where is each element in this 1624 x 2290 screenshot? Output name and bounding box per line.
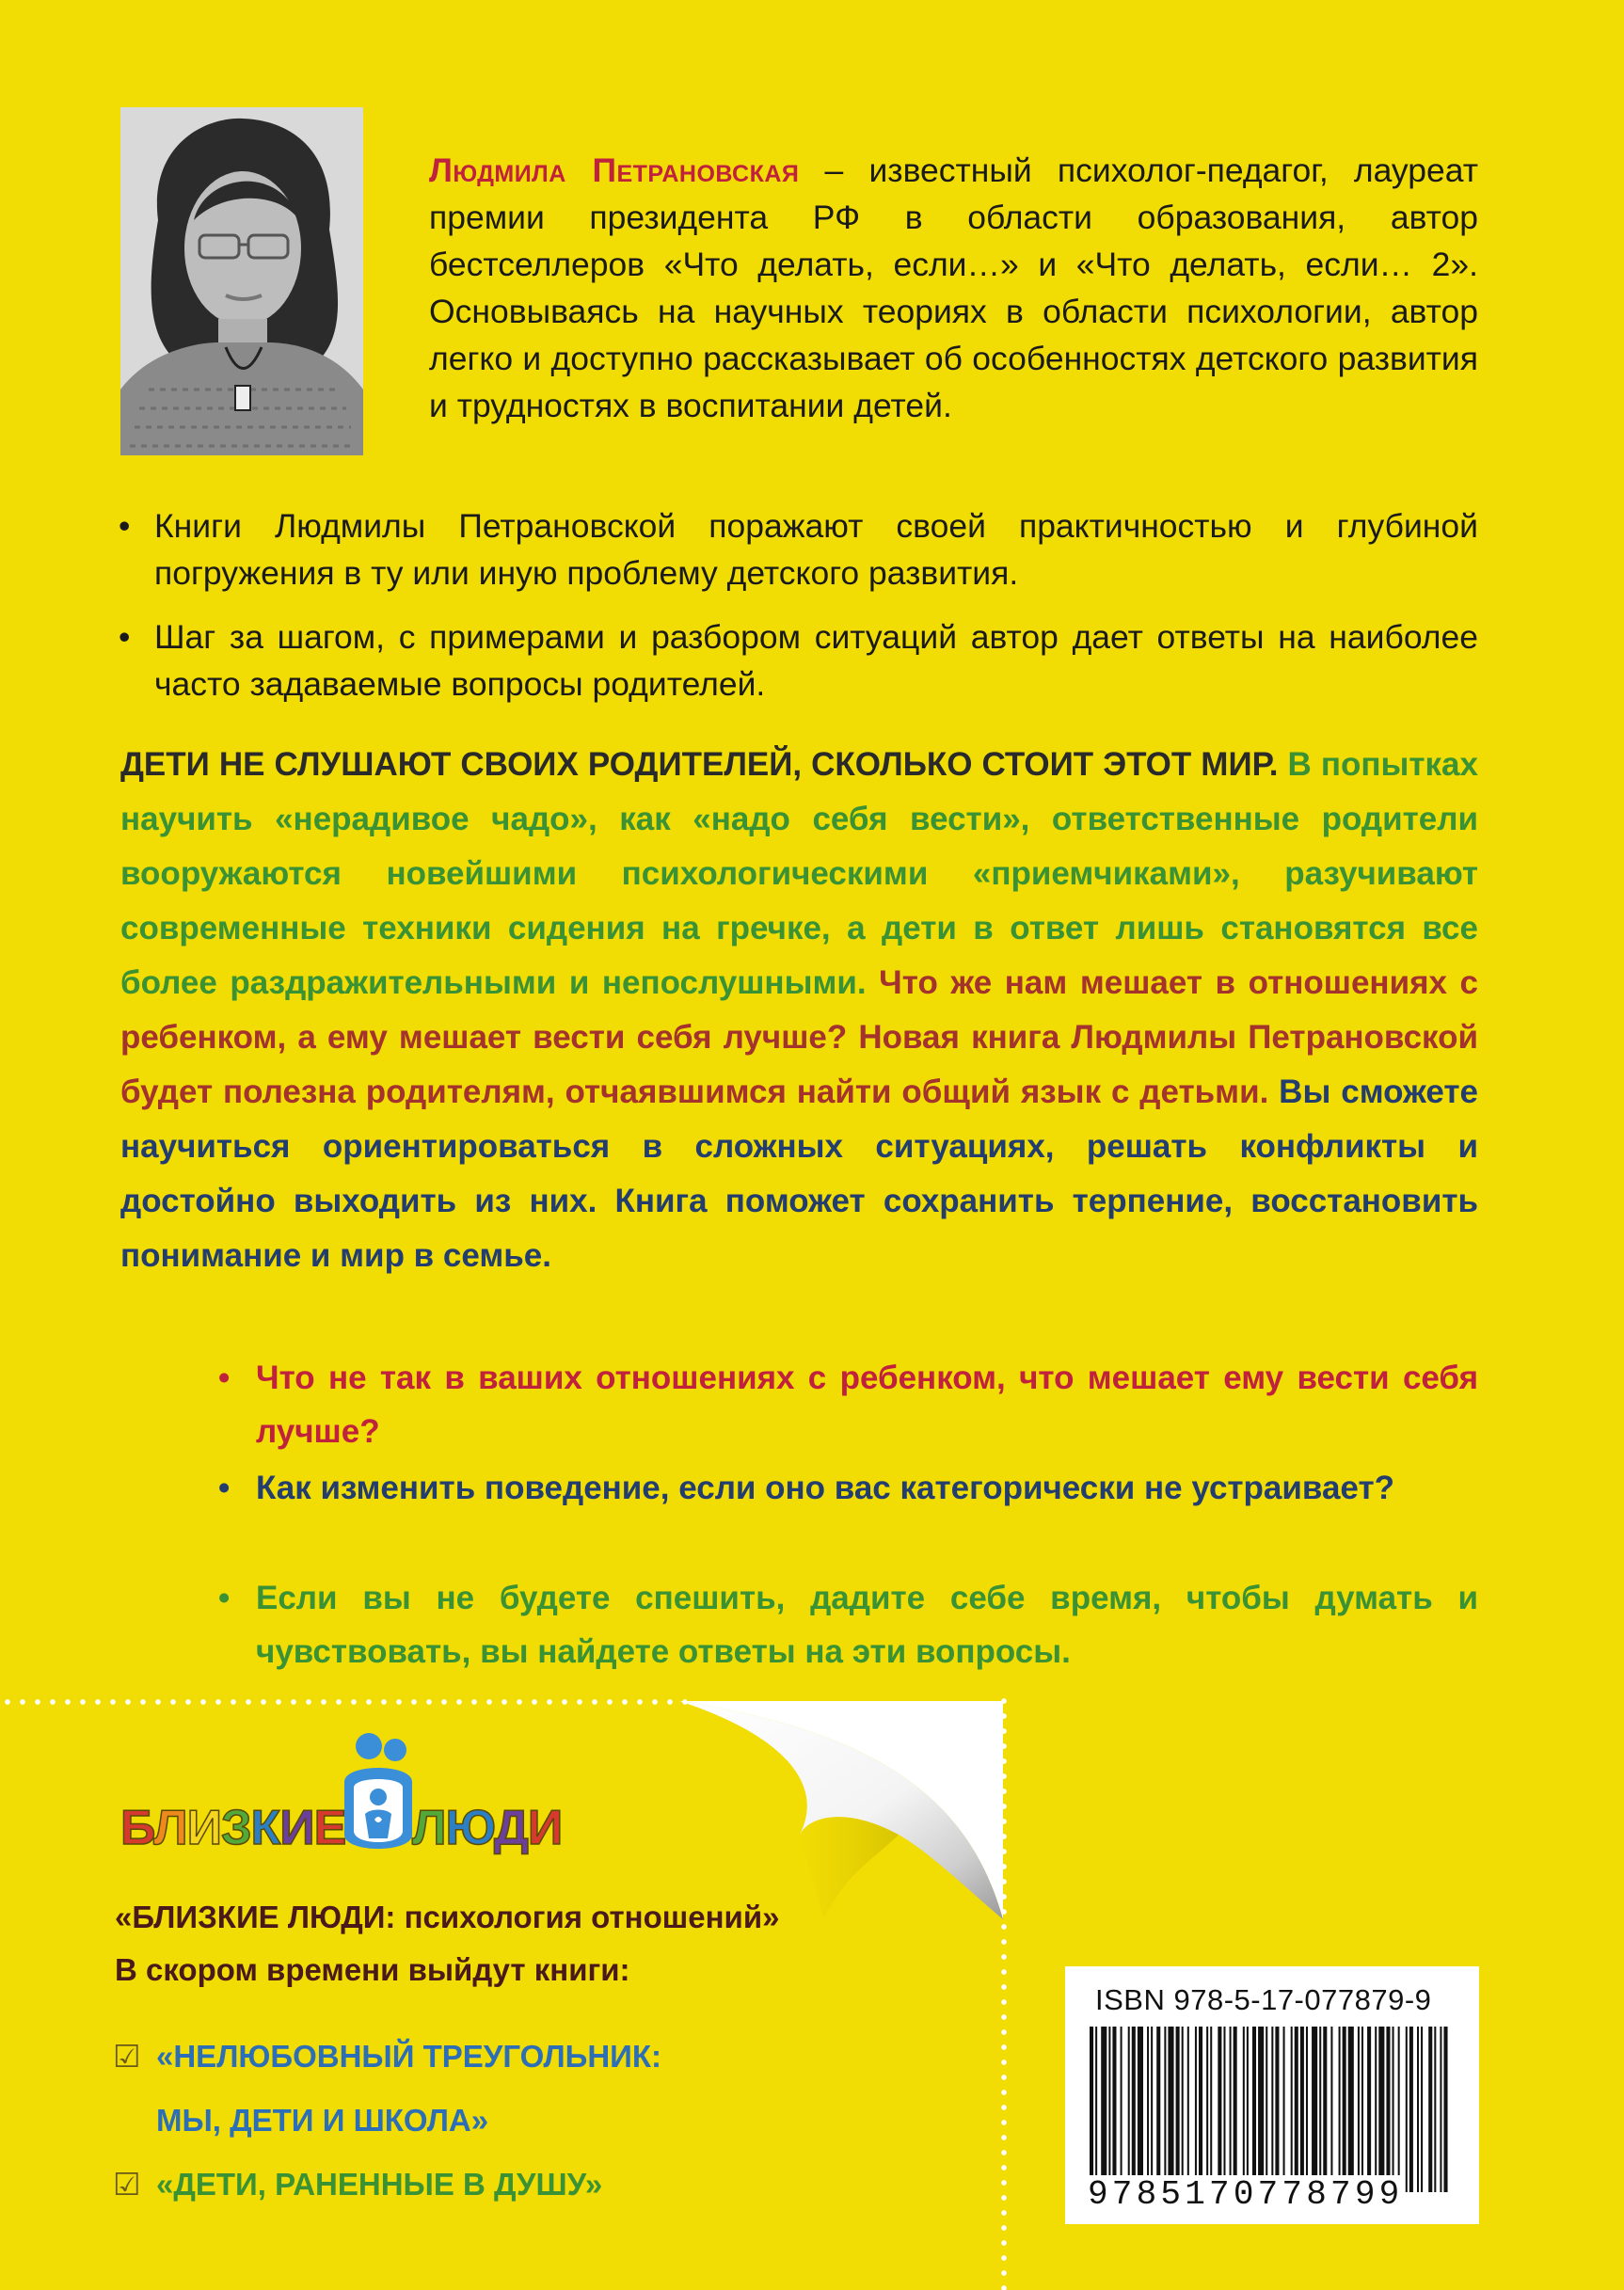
- author-photo: [120, 107, 363, 455]
- description-green-text: В попытках научить «нерадивое чадо», как «надо себя вести», ответственные родители вооружаются новейшими психологическими «приемчиками», разучивают современные техники сидения на гречке, а дети в ответ лишь становятся все более раздражительными и непослушными.: [120, 746, 1478, 1001]
- author-bio-text: – известный психолог-педагог, лауреат премии президента РФ в области образования, автор бестселлеров «Что делать, если…» и «Что делать, если… 2». Основываясь на научных теориях в области психологии, автор легко и доступно рассказывает об особенностях детского развития и трудностях в воспитании детей.: [429, 151, 1478, 424]
- upcoming-book-title: «ДЕТИ, РАНЕННЫЕ В ДУШУ»: [156, 2167, 603, 2202]
- family-logo-icon: [333, 1722, 423, 1863]
- upcoming-book-title: «НЕЛЮБОВНЫЙ ТРЕУГОЛЬНИК:: [156, 2039, 662, 2074]
- bullet-dot: •: [218, 1360, 231, 1396]
- feature-bullet: [119, 613, 1478, 708]
- question-item: [218, 1571, 1478, 1678]
- series-logo: [120, 1722, 572, 1863]
- series-logo-text-left: БЛИЗКИЕ: [120, 1801, 346, 1855]
- bullet-dot: •: [119, 507, 131, 545]
- description-blue-text: Вы сможете научиться ориентироваться в сложных ситуациях, решать конфликты и достойно выходить из них. Книга поможет сохранить терпение, восстановить понимание и мир в семье.: [120, 1073, 1478, 1274]
- author-bio: [429, 147, 1478, 429]
- feature-bullet: [119, 502, 1478, 596]
- dotted-separator-horizontal: [0, 1699, 687, 1705]
- series-subtitle: В скором времени выйдут книги:: [115, 1952, 630, 1987]
- bullet-dot: •: [119, 618, 131, 656]
- question-text: Если вы не будете спешить, дадите себе время, чтобы думать и чувствовать, вы найдете ответы на эти вопросы.: [256, 1580, 1478, 1670]
- upcoming-book-item: [113, 2162, 602, 2207]
- series-title: «БЛИЗКИЕ ЛЮДИ: психология отношений»: [115, 1900, 780, 1934]
- barcode-icon: [1084, 2027, 1460, 2192]
- description-red-text: Что же нам мешает в отношениях с ребенком, а ему мешает вести себя лучше? Новая книга Людмилы Петрановской будет полезна родителям, отчаявшимся найти общий язык с детьми.: [120, 964, 1478, 1110]
- author-portrait-image: [120, 107, 363, 455]
- question-text: Что не так в ваших отношениях с ребенком, что мешает ему вести себя лучше?: [256, 1360, 1478, 1450]
- bullet-text: Книги Людмилы Петрановской поражают своей практичностью и глубиной погружения в ту или иную проблему детского развития.: [154, 507, 1478, 592]
- question-item: [218, 1461, 1478, 1515]
- question-text: Как изменить поведение, если оно вас категорически не устраивает?: [256, 1470, 1394, 1506]
- series-logo-text-right: ЛЮДИ: [412, 1801, 563, 1855]
- upcoming-book-item: [113, 2034, 661, 2079]
- question-item: [218, 1351, 1478, 1458]
- book-description: [120, 738, 1478, 1283]
- bullet-dot: •: [218, 1470, 231, 1506]
- bullet-text: Шаг за шагом, с примерами и разбором ситуаций автор дает ответы на наиболее часто задаваемые вопросы родителей.: [154, 618, 1478, 703]
- checkbox-icon: ☑: [113, 2167, 141, 2202]
- isbn-label: ISBN 978-5-17-077879-9: [1095, 1983, 1432, 2016]
- upcoming-book-title-continued: МЫ, ДЕТИ И ШКОЛА»: [156, 2103, 489, 2138]
- isbn-barcode-block: [1065, 1966, 1479, 2224]
- description-title: ДЕТИ НЕ СЛУШАЮТ СВОИХ РОДИТЕЛЕЙ, СКОЛЬКО СТОИТ ЭТОТ МИР.: [120, 746, 1279, 783]
- checkbox-icon: ☑: [113, 2039, 141, 2074]
- bullet-dot: •: [218, 1580, 231, 1616]
- barcode-digits: 9785170778799: [1088, 2175, 1404, 2214]
- author-name: Людмила Петрановская: [429, 151, 800, 189]
